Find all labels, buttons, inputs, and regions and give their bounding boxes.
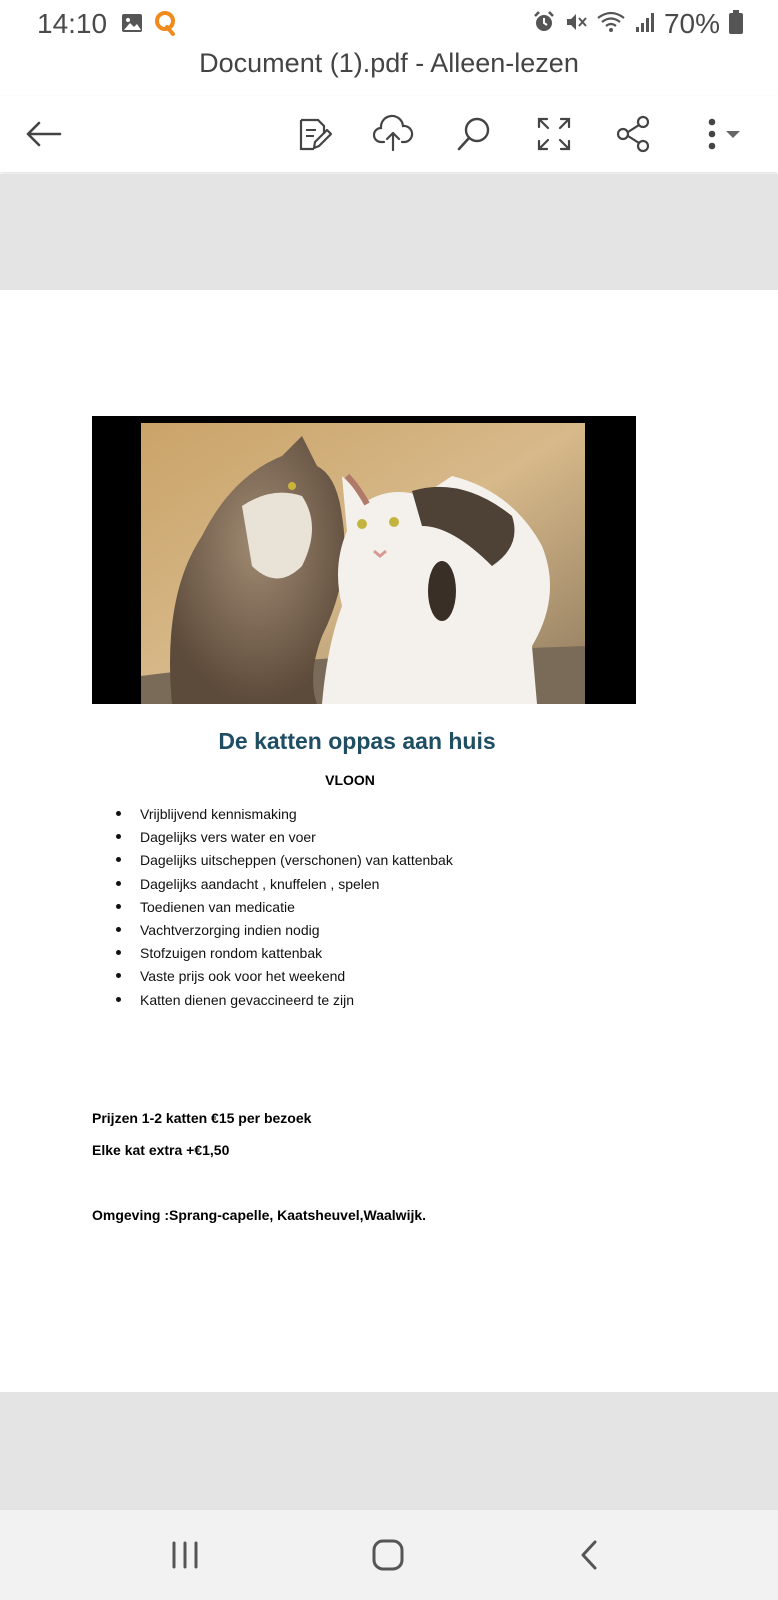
gallery-icon: [121, 12, 143, 39]
wifi-icon: [596, 10, 626, 39]
signal-icon: [634, 10, 656, 39]
list-item: Dagelijks uitscheppen (verschonen) van kattenbak: [116, 850, 453, 873]
document-title-bar: Document (1).pdf - Alleen-lezen: [199, 48, 579, 78]
navigation-bar: [0, 1510, 778, 1600]
pdf-page: [0, 290, 778, 1392]
service-area: Omgeving :Sprang-capelle, Kaatsheuvel,Waalwijk.: [92, 1207, 427, 1223]
list-item: Katten dienen gevaccineerd te zijn: [116, 990, 453, 1013]
battery-level: 70%: [663, 8, 720, 39]
edit-icon[interactable]: [288, 108, 340, 160]
toolbar: [0, 96, 778, 172]
battery-icon: [728, 9, 744, 40]
page-subtitle: VLOON: [325, 772, 375, 788]
service-list: [116, 804, 453, 1013]
list-item: Dagelijks vers water en voer: [116, 827, 453, 850]
pdf-viewer[interactable]: [0, 174, 778, 1510]
cats-photo: [92, 416, 636, 704]
status-time: 14:10: [37, 8, 108, 39]
share-icon[interactable]: [608, 108, 660, 160]
fullscreen-icon[interactable]: [528, 108, 580, 160]
back-arrow-icon[interactable]: [18, 108, 70, 160]
list-item: Stofzuigen rondom kattenbak: [116, 943, 453, 966]
mute-icon: [564, 10, 588, 39]
extra-price-line: Elke kat extra +€1,50: [92, 1142, 230, 1158]
list-item: Toedienen van medicatie: [116, 897, 453, 920]
alarm-icon: [532, 10, 556, 39]
back-icon[interactable]: [560, 1532, 620, 1578]
page-title: De katten oppas aan huis: [218, 728, 496, 754]
list-item: Vrijblijvend kennismaking: [116, 804, 453, 827]
list-item: Dagelijks aandacht , knuffelen , spelen: [116, 874, 453, 897]
app-notification-icon: [153, 10, 177, 41]
price-line: Prijzen 1-2 katten €15 per bezoek: [92, 1110, 312, 1126]
cloud-upload-icon[interactable]: [367, 108, 419, 160]
search-icon[interactable]: [448, 108, 500, 160]
list-item: Vaste prijs ook voor het weekend: [116, 966, 453, 989]
status-bar: [0, 0, 778, 46]
more-options-icon[interactable]: [692, 108, 752, 160]
home-icon[interactable]: [358, 1532, 418, 1578]
list-item: Vachtverzorging indien nodig: [116, 920, 453, 943]
recent-apps-icon[interactable]: [155, 1532, 215, 1578]
